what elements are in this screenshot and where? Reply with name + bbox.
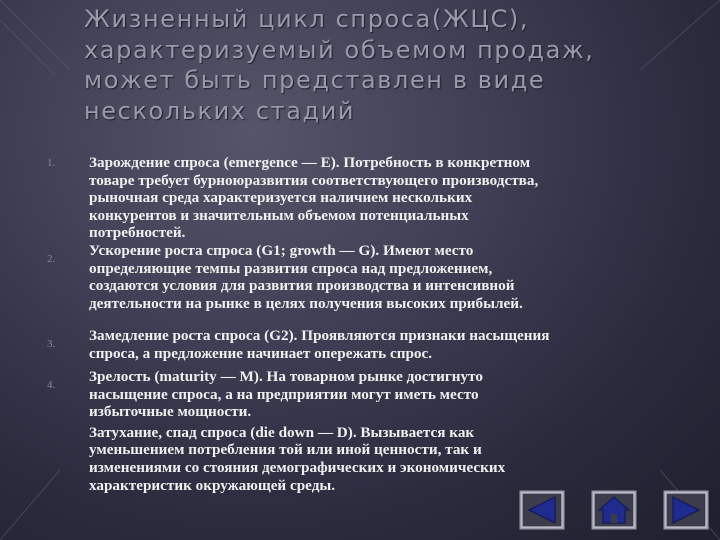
list-number: 1. (47, 157, 56, 169)
list-item-text (89, 154, 694, 242)
text-line: изменениями со стояния демографических и экономических (89, 458, 506, 476)
title-line: Жизненный цикл спроса(ЖЦС), (84, 5, 530, 33)
title-line: может быть представлен в виде (84, 66, 546, 94)
text-line: Замедление роста спроса (G2). Проявляются признаки насыщения (89, 327, 550, 344)
left-arrow-icon (519, 490, 565, 530)
text-line: Затухание, спад спроса (die down — D). Вызывается как (89, 423, 475, 441)
list-item-text (89, 368, 694, 494)
text-line: конкурентов и значительным объемом потенциальных (89, 206, 469, 224)
list-number: 4. (47, 379, 56, 391)
text-line: Зрелость (maturity — M). На товарном рынке достигнуто (89, 368, 483, 385)
text-line: деятельности на рынке в целях получения высоких прибылей. (89, 294, 523, 312)
title-line: характеризуемый объемом продаж, (84, 35, 595, 64)
text-line: насыщение спроса, а на предприятии могут иметь место (89, 385, 479, 403)
text-line: создаются условия для развития производства и интенсивной (89, 277, 515, 295)
next-slide-button[interactable] (663, 490, 709, 530)
list-number: 3. (47, 338, 56, 350)
text-line: характеристик окружающей среды. (89, 476, 336, 494)
right-arrow-icon (663, 490, 709, 530)
list-number: 2. (47, 253, 56, 265)
text-line: товаре требует бурноюразвития соответствующего производства, (89, 171, 539, 189)
text-line: определяющие темпы развития спроса над предложением, (89, 259, 493, 277)
list-item-text (89, 327, 694, 362)
text-line: потребностей. (89, 224, 186, 242)
text-line: Зарождение спроса (emergence — E). Потребность в конкретном (89, 154, 531, 171)
text-line: Ускорение роста спроса (G1; growth — G). Имеют место (89, 242, 474, 259)
previous-slide-button[interactable] (519, 490, 565, 530)
home-button[interactable] (591, 490, 637, 530)
home-icon (591, 490, 637, 530)
text-line: уменьшением потребления той или иной ценности, так и (89, 441, 482, 459)
text-line: рыночная среда характеризуется наличием нескольких (89, 189, 473, 207)
text-line: избыточные мощности. (89, 403, 252, 421)
list-item-text (89, 242, 694, 312)
text-line: спроса, а предложение начинает опережать спрос. (89, 344, 433, 362)
title-line: нескольких стадий (84, 96, 356, 125)
slide-title (84, 4, 684, 126)
